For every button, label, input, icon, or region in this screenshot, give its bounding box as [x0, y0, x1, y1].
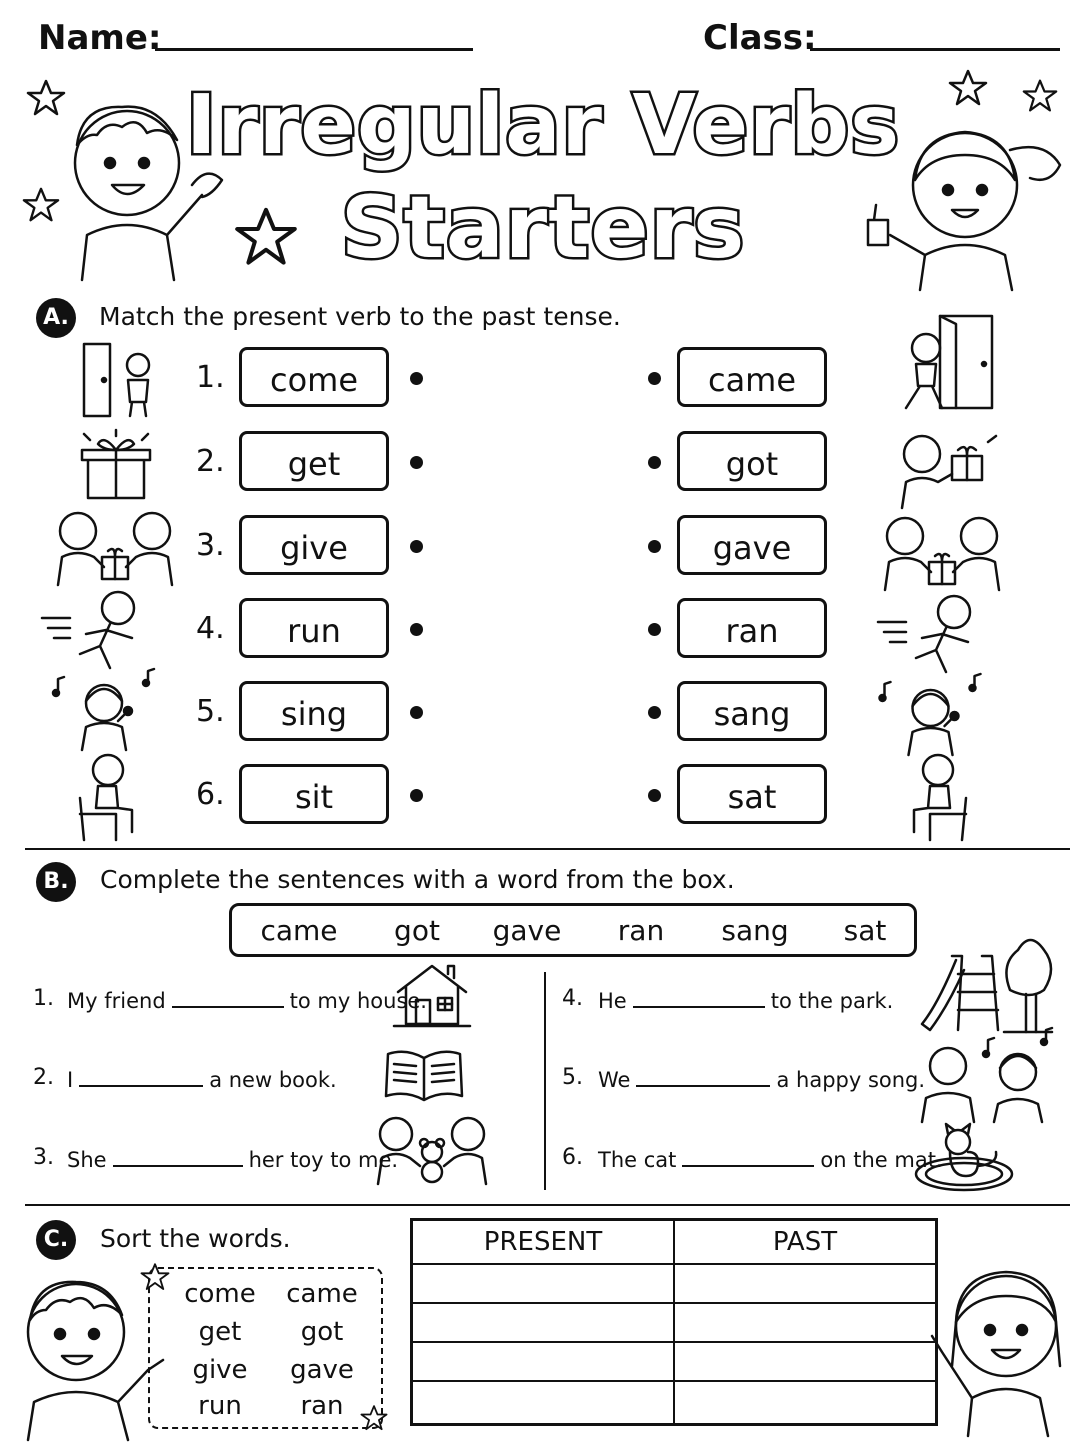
gift-box-icon — [76, 430, 156, 502]
word-bank-item: sat — [843, 914, 887, 947]
item-number: 5. — [196, 694, 225, 729]
star-icon — [22, 186, 60, 224]
sort-word-box — [148, 1267, 383, 1429]
sentence-3 — [67, 1147, 398, 1172]
sentence-end: her toy to me. — [248, 1148, 399, 1172]
item-number: 2. — [196, 444, 225, 479]
answer-blank[interactable] — [172, 988, 284, 1008]
cat-on-mat-icon — [914, 1122, 1016, 1194]
sort-word: come — [184, 1279, 256, 1309]
sort-word: give — [192, 1355, 248, 1385]
title-line-2: Starters — [340, 178, 746, 278]
section-b-badge: B. — [36, 862, 76, 902]
past-cell[interactable] — [674, 1342, 937, 1381]
sort-word: run — [198, 1391, 242, 1421]
word-bank-item: sang — [721, 914, 789, 947]
past-cell[interactable] — [674, 1303, 937, 1342]
star-icon — [234, 205, 298, 269]
present-verb-box[interactable]: give — [239, 515, 389, 575]
past-column-header: PAST — [674, 1220, 937, 1265]
sentence-number: 3. — [33, 1145, 54, 1170]
present-verb-box[interactable]: sit — [239, 764, 389, 824]
sentence-start: The cat — [598, 1148, 677, 1172]
star-icon — [1022, 78, 1058, 114]
sentence-number: 4. — [562, 986, 583, 1011]
playground-slide-icon — [918, 934, 1052, 1032]
sentence-start: He — [598, 989, 627, 1013]
sitting-girl-icon — [76, 752, 138, 840]
present-verb-box[interactable]: run — [239, 598, 389, 658]
sort-table — [410, 1218, 938, 1426]
sentence-end: a new book. — [209, 1068, 337, 1092]
children-singing-icon — [918, 1034, 1056, 1122]
sort-word: ran — [300, 1391, 344, 1421]
match-dot[interactable] — [410, 789, 423, 802]
house-icon — [392, 962, 472, 1028]
sitting-girl-icon — [908, 752, 970, 840]
sentence-end: to my house. — [289, 989, 427, 1013]
star-icon — [948, 68, 988, 108]
item-number: 1. — [196, 360, 225, 395]
star-icon — [26, 78, 66, 118]
past-cell[interactable] — [674, 1264, 937, 1303]
children-sharing-teddy-icon — [372, 1112, 492, 1184]
running-boy-icon — [40, 588, 150, 673]
section-a-badge: A. — [36, 298, 76, 338]
class-field-line[interactable] — [810, 48, 1060, 51]
sentence-end: on the mat. — [820, 1148, 943, 1172]
match-dot[interactable] — [410, 540, 423, 553]
title-line-1: Irregular Verbs — [185, 78, 901, 173]
word-bank-item: came — [260, 914, 338, 947]
class-label: Class: — [703, 18, 817, 58]
answer-blank[interactable] — [636, 1067, 770, 1087]
name-label: Name: — [38, 18, 162, 58]
sentence-start: My friend — [67, 989, 166, 1013]
word-bank-item: ran — [617, 914, 665, 947]
star-icon — [360, 1404, 388, 1432]
present-cell[interactable] — [412, 1303, 675, 1342]
sort-word: got — [300, 1317, 344, 1347]
section-a-instruction: Match the present verb to the past tense. — [99, 302, 621, 331]
running-boy-icon — [876, 592, 986, 677]
sentence-start: She — [67, 1148, 107, 1172]
item-number: 4. — [196, 611, 225, 646]
open-book-icon — [382, 1048, 466, 1104]
word-bank — [229, 903, 917, 957]
section-divider — [25, 848, 1070, 850]
present-verb-box[interactable]: get — [239, 431, 389, 491]
match-dot[interactable] — [648, 789, 661, 802]
door-child-icon — [900, 312, 996, 412]
answer-blank[interactable] — [682, 1147, 814, 1167]
past-verb-box[interactable]: came — [677, 347, 827, 407]
match-dot[interactable] — [648, 706, 661, 719]
name-field-line[interactable] — [155, 48, 473, 51]
answer-blank[interactable] — [113, 1147, 243, 1167]
past-verb-box[interactable]: sang — [677, 681, 827, 741]
sentence-number: 6. — [562, 1145, 583, 1170]
section-c-instruction: Sort the words. — [100, 1224, 291, 1253]
word-bank-item: got — [394, 914, 440, 947]
past-verb-box[interactable]: sat — [677, 764, 827, 824]
present-cell[interactable] — [412, 1381, 675, 1425]
match-dot[interactable] — [648, 456, 661, 469]
sentence-5 — [598, 1067, 925, 1092]
column-divider — [544, 972, 546, 1190]
sort-word: came — [286, 1279, 358, 1309]
sentence-number: 2. — [33, 1065, 54, 1090]
past-verb-box[interactable]: gave — [677, 515, 827, 575]
girl-thumbs-up-icon — [860, 110, 1070, 290]
present-column-header: PRESENT — [412, 1220, 675, 1265]
sentence-6 — [598, 1147, 943, 1172]
sentence-number: 1. — [33, 986, 54, 1011]
sort-word: gave — [290, 1355, 354, 1385]
section-divider — [25, 1204, 1070, 1206]
match-dot[interactable] — [648, 623, 661, 636]
past-cell[interactable] — [674, 1381, 937, 1425]
past-verb-box[interactable]: got — [677, 431, 827, 491]
section-c-badge: C. — [36, 1220, 76, 1260]
boy-holding-gift-icon — [892, 428, 1002, 508]
girl-pointing-icon — [928, 1256, 1068, 1436]
answer-blank[interactable] — [633, 988, 765, 1008]
sentence-1 — [67, 988, 427, 1013]
present-cell[interactable] — [412, 1342, 675, 1381]
boy-waving-icon — [62, 85, 227, 280]
door-child-icon — [80, 340, 160, 420]
sentence-start: We — [598, 1068, 631, 1092]
sentence-number: 5. — [562, 1065, 583, 1090]
section-b-instruction: Complete the sentences with a word from the box. — [100, 865, 735, 894]
sentence-2 — [67, 1067, 337, 1092]
singing-girl-icon — [876, 680, 991, 755]
singing-girl-icon — [52, 675, 162, 750]
match-dot[interactable] — [648, 372, 661, 385]
sentence-start: I — [67, 1068, 74, 1092]
present-verb-box[interactable]: come — [239, 347, 389, 407]
present-verb-box[interactable]: sing — [239, 681, 389, 741]
match-dot[interactable] — [410, 623, 423, 636]
match-dot[interactable] — [410, 456, 423, 469]
match-dot[interactable] — [410, 372, 423, 385]
word-bank-item: gave — [492, 914, 562, 947]
sort-word: get — [198, 1317, 242, 1347]
past-verb-box[interactable]: ran — [677, 598, 827, 658]
match-dot[interactable] — [410, 706, 423, 719]
match-dot[interactable] — [648, 540, 661, 553]
boy-pointing-icon — [18, 1270, 168, 1440]
children-giving-gift-icon — [48, 505, 182, 585]
children-giving-gift-icon — [872, 510, 1012, 590]
sentence-4 — [598, 988, 893, 1013]
sentence-end: to the park. — [770, 989, 894, 1013]
answer-blank[interactable] — [79, 1067, 203, 1087]
item-number: 6. — [196, 777, 225, 812]
sentence-end: a happy song. — [776, 1068, 926, 1092]
item-number: 3. — [196, 528, 225, 563]
present-cell[interactable] — [412, 1264, 675, 1303]
